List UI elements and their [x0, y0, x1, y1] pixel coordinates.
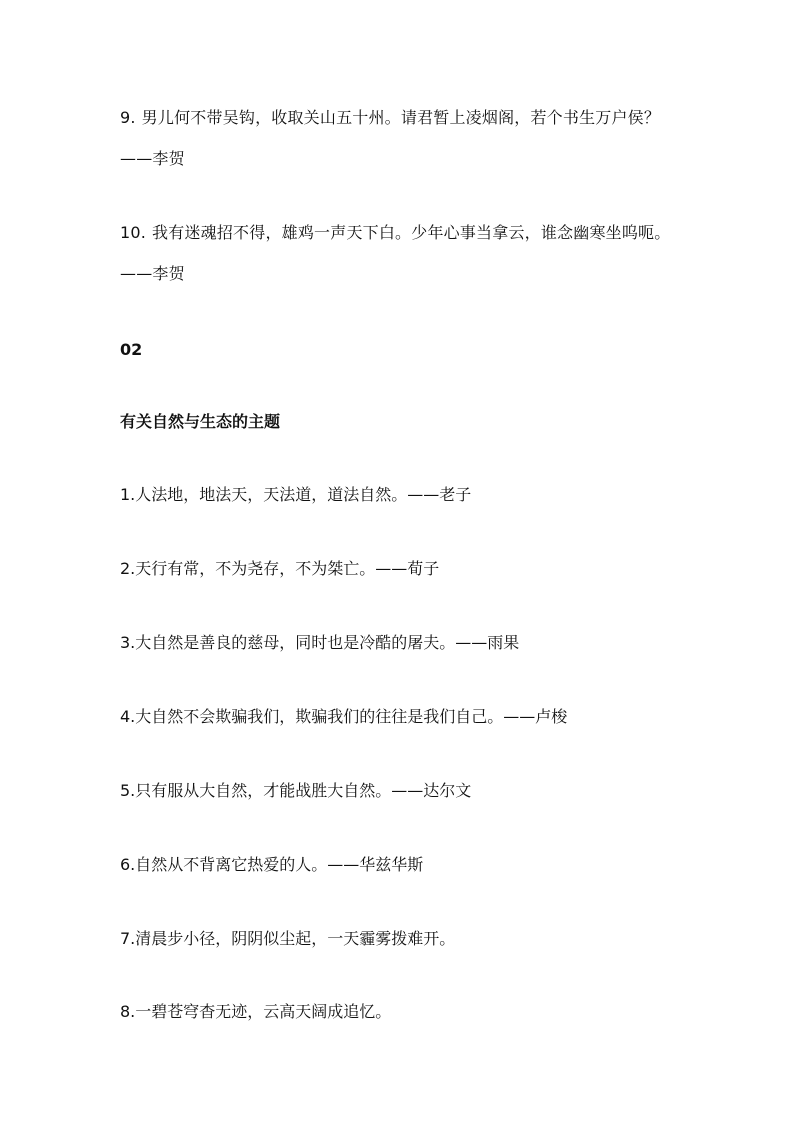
quote-item-7 [120, 927, 720, 951]
quote-number: 7. [120, 929, 136, 948]
quote-item-4 [120, 705, 720, 729]
quote-text: 一碧苍穹杳无迹，云高天阔成追忆。 [135, 1002, 392, 1021]
quote-text: 大自然是善良的慈母，同时也是冷酷的屠夫。——雨果 [135, 633, 520, 652]
quote-item-9 [120, 97, 680, 179]
quote-number: 2. [120, 559, 136, 578]
quote-item-2 [120, 557, 720, 581]
quote-item-1 [120, 483, 720, 507]
quote-number: 10. [120, 223, 147, 242]
quote-text: 大自然不会欺骗我们，欺骗我们的往往是我们自己。——卢梭 [135, 707, 568, 726]
quote-text: 人法地，地法天，天法道，道法自然。——老子 [135, 485, 472, 504]
quote-number: 8. [120, 1002, 136, 1021]
quote-text: 天行有常，不为尧存，不为桀亡。——荀子 [135, 559, 440, 578]
quote-number: 5. [120, 781, 136, 800]
quote-item-5 [120, 779, 720, 803]
quote-text: 男儿何不带吴钩，收取关山五十州。请君暂上凌烟阁，若个书生万户侯？——李贺 [120, 108, 661, 168]
quote-number: 6. [120, 855, 136, 874]
quote-item-8 [120, 1000, 720, 1024]
section-number: 02 [120, 340, 143, 359]
quote-item-10 [120, 212, 680, 294]
quote-text: 我有迷魂招不得，雄鸡一声天下白。少年心事当拿云，谁念幽寒坐呜呃。——李贺 [120, 223, 671, 283]
quote-text: 只有服从大自然，才能战胜大自然。——达尔文 [135, 781, 472, 800]
quote-number: 4. [120, 707, 136, 726]
quote-item-3 [120, 631, 720, 655]
quote-text: 清晨步小径，阴阴似尘起，一天霾雾拨难开。 [135, 929, 456, 948]
quote-text: 自然从不背离它热爱的人。——华兹华斯 [135, 855, 424, 874]
section-title: 有关自然与生态的主题 [120, 412, 281, 431]
quote-item-6 [120, 853, 720, 877]
quote-number: 3. [120, 633, 136, 652]
quote-number: 1. [120, 485, 136, 504]
quote-number: 9. [120, 108, 136, 127]
